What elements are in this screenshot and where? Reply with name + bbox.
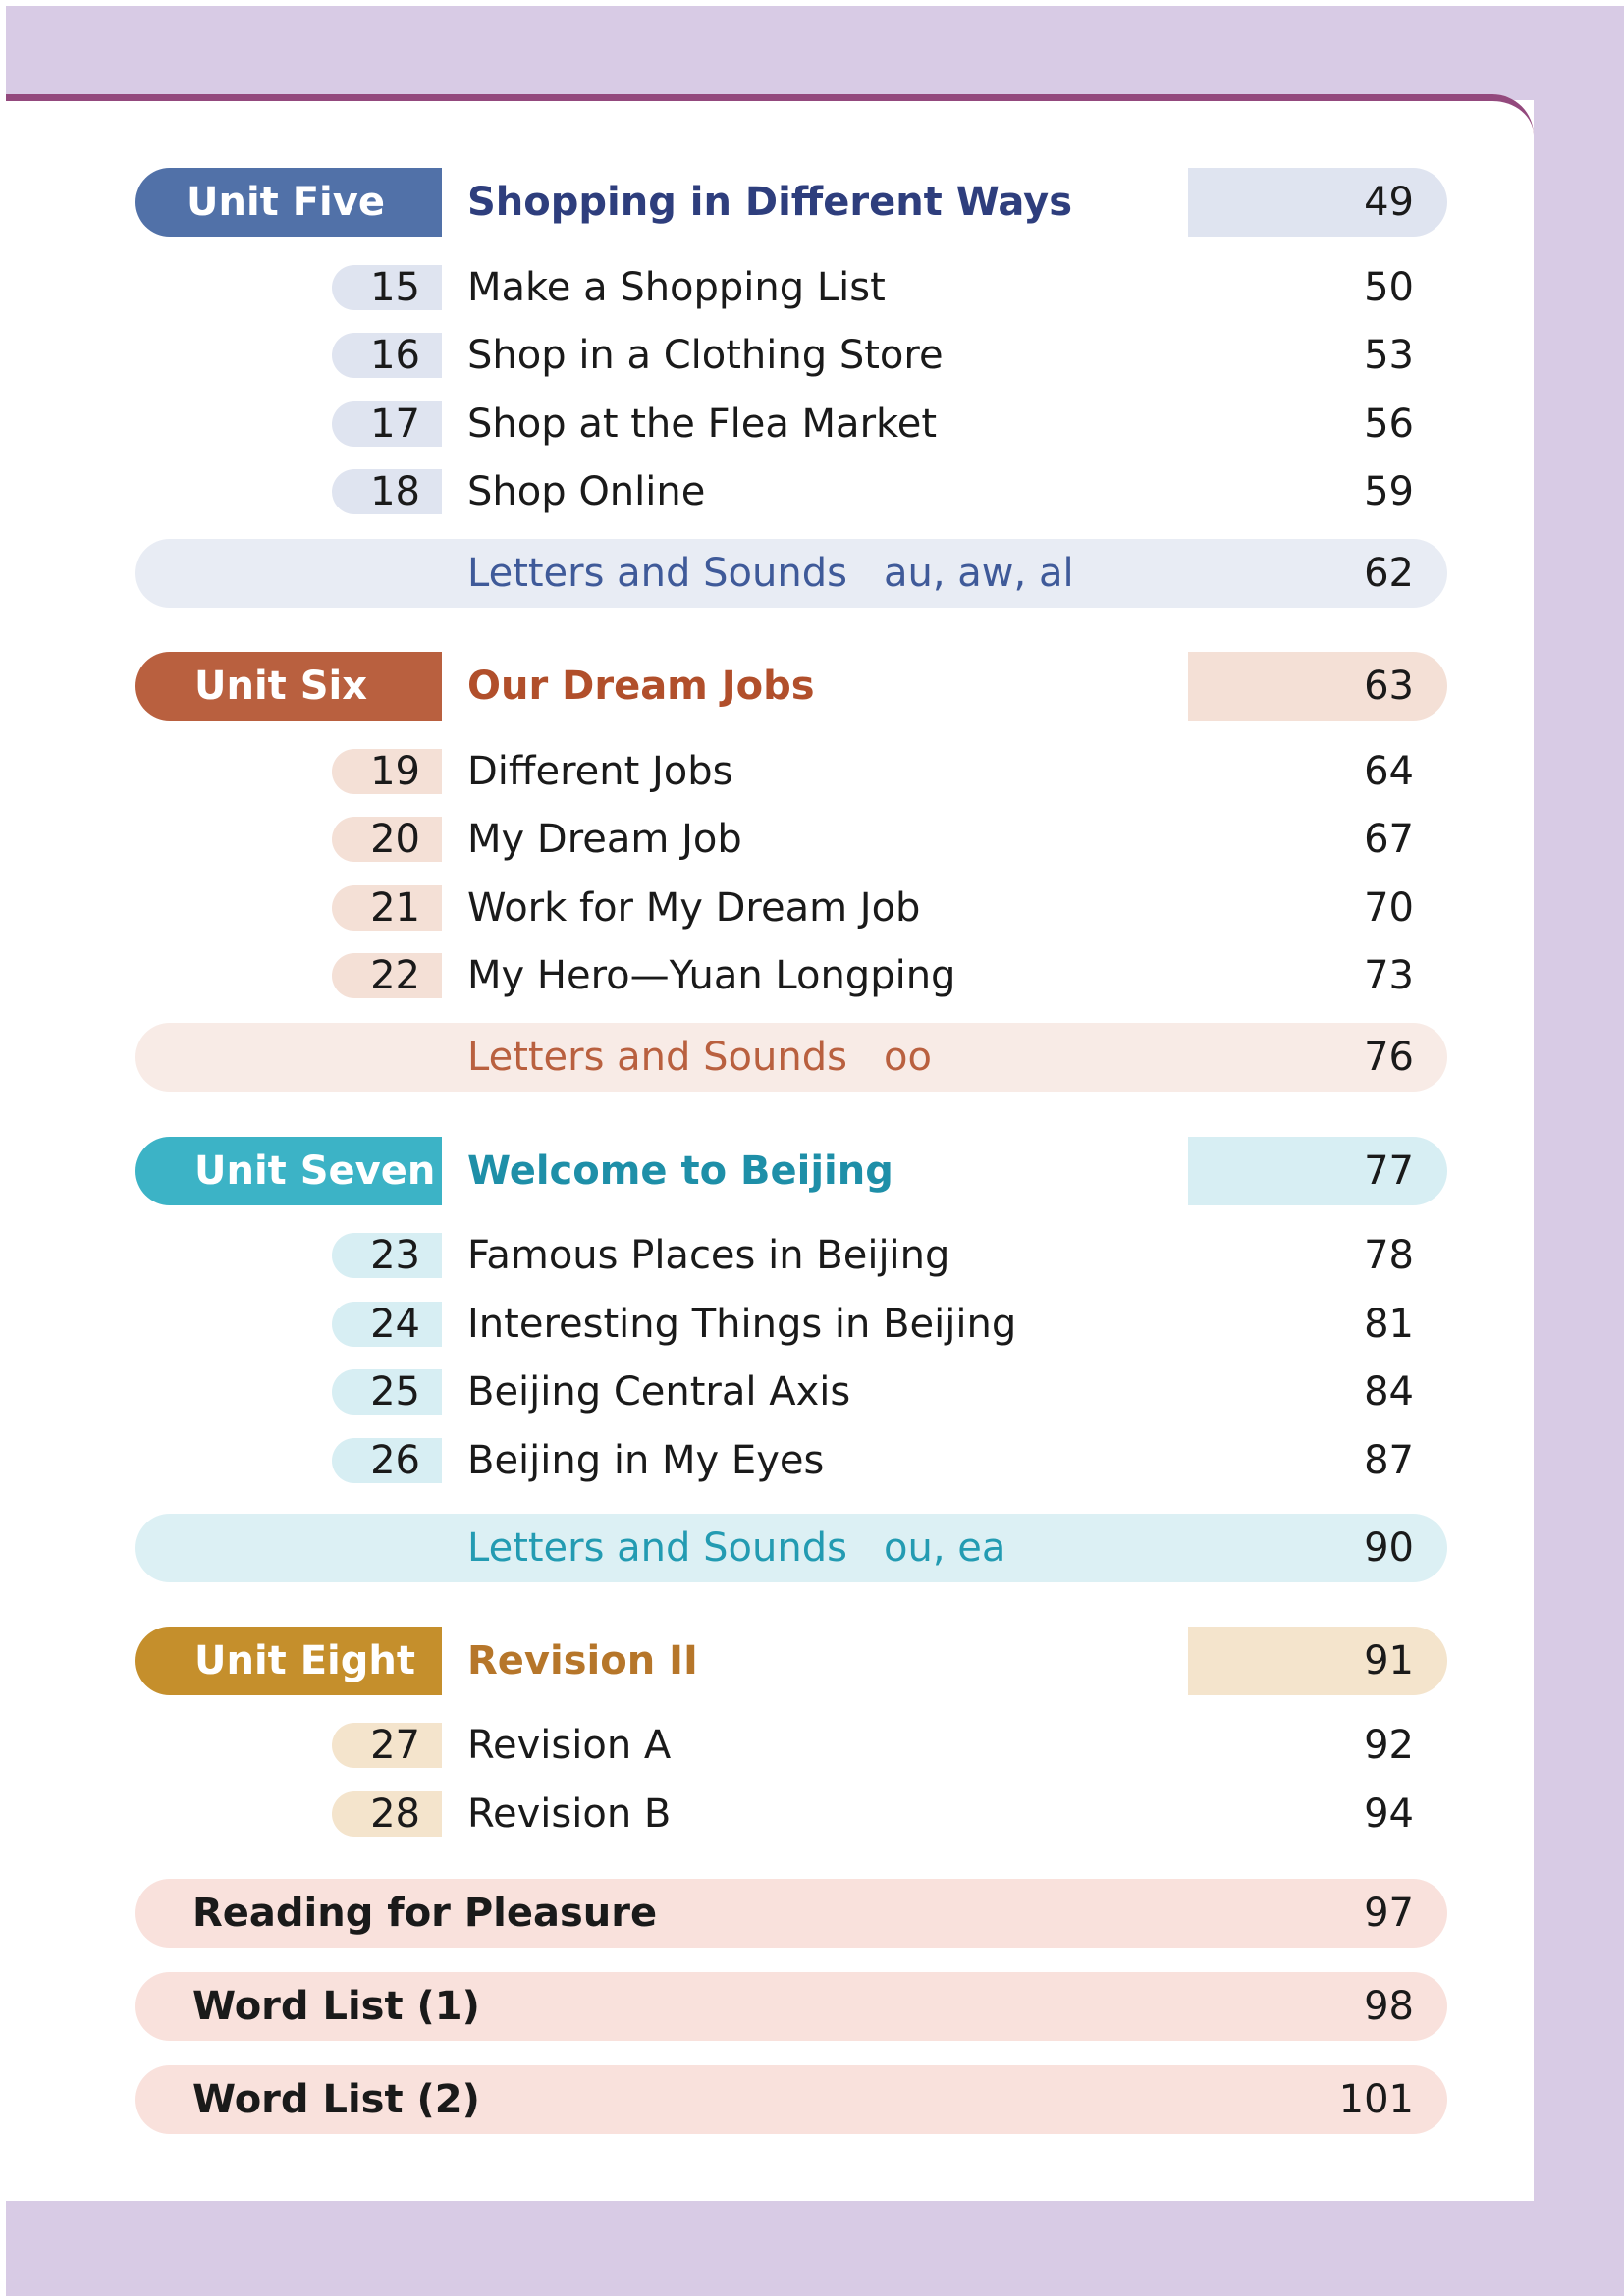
lesson-title: Shop at the Flea Market <box>467 401 938 447</box>
lesson-title: Interesting Things in Beijing <box>467 1302 1017 1347</box>
letters-and-sounds-page-number: 76 <box>1364 1035 1414 1080</box>
unit-title: Revision II <box>467 1638 698 1683</box>
lesson-number: 27 <box>332 1723 442 1768</box>
lesson-title: Work for My Dream Job <box>467 885 921 931</box>
unit-title: Our Dream Jobs <box>467 664 815 709</box>
lesson-number: 23 <box>332 1233 442 1278</box>
unit-page-number: 63 <box>1364 664 1414 709</box>
lesson-28[interactable] <box>135 1791 1447 1841</box>
letters-and-sounds-page-number: 90 <box>1364 1525 1414 1571</box>
letters-and-sounds-unit-seven[interactable] <box>135 1514 1447 1582</box>
word-list-2-row[interactable] <box>135 2065 1447 2134</box>
lesson-27[interactable] <box>135 1723 1447 1772</box>
lesson-page-number: 73 <box>1364 953 1414 998</box>
lesson-page-number: 64 <box>1364 749 1414 794</box>
frame-bottom <box>6 2201 1624 2296</box>
letters-and-sounds-label: Letters and Sounds <box>467 1525 847 1571</box>
lesson-title: My Dream Job <box>467 817 742 862</box>
lesson-title: My Hero—Yuan Longping <box>467 953 956 998</box>
lesson-number: 21 <box>332 885 442 931</box>
unit-page-number: 91 <box>1364 1638 1414 1683</box>
letters-and-sounds-unit-six[interactable] <box>135 1023 1447 1092</box>
lesson-page-number: 78 <box>1364 1233 1414 1278</box>
word-list-1-row[interactable] <box>135 1972 1447 2041</box>
lesson-title: Shop Online <box>467 469 706 514</box>
lesson-number: 19 <box>332 749 442 794</box>
frame-accent-line <box>6 94 1534 135</box>
unit-page-box <box>1188 1137 1447 1205</box>
letters-and-sounds-page-number: 62 <box>1364 551 1414 596</box>
lesson-16[interactable] <box>135 333 1447 382</box>
lesson-24[interactable] <box>135 1302 1447 1351</box>
unit-title: Shopping in Different Ways <box>467 180 1073 225</box>
lesson-number: 18 <box>332 469 442 514</box>
lesson-21[interactable] <box>135 885 1447 934</box>
unit-title: Welcome to Beijing <box>467 1148 893 1194</box>
letters-and-sounds-phonemes: oo <box>884 1035 932 1080</box>
lesson-number: 16 <box>332 333 442 378</box>
lesson-23[interactable] <box>135 1233 1447 1282</box>
lesson-number: 17 <box>332 401 442 447</box>
lesson-19[interactable] <box>135 749 1447 798</box>
unit-label: Unit Six <box>135 652 442 721</box>
lesson-page-number: 50 <box>1364 265 1414 310</box>
lesson-number: 15 <box>332 265 442 310</box>
lesson-page-number: 92 <box>1364 1723 1414 1768</box>
unit-eight-header[interactable] <box>135 1627 1447 1695</box>
unit-page-number: 49 <box>1364 180 1414 225</box>
lesson-page-number: 56 <box>1364 401 1414 447</box>
lesson-title: Revision A <box>467 1723 672 1768</box>
lesson-page-number: 53 <box>1364 333 1414 378</box>
lesson-page-number: 84 <box>1364 1369 1414 1415</box>
lesson-page-number: 70 <box>1364 885 1414 931</box>
lesson-page-number: 87 <box>1364 1438 1414 1483</box>
lesson-title: Shop in a Clothing Store <box>467 333 944 378</box>
lesson-title: Famous Places in Beijing <box>467 1233 950 1278</box>
extra-page-number: 98 <box>1364 1984 1414 2029</box>
lesson-number: 20 <box>332 817 442 862</box>
unit-label: Unit Seven <box>135 1137 442 1205</box>
unit-page-number: 77 <box>1364 1148 1414 1194</box>
lesson-number: 26 <box>332 1438 442 1483</box>
extra-label: Word List (1) <box>192 1984 480 2029</box>
unit-label: Unit Eight <box>135 1627 442 1695</box>
lesson-number: 22 <box>332 953 442 998</box>
lesson-number: 24 <box>332 1302 442 1347</box>
letters-and-sounds-phonemes: au, aw, al <box>884 551 1074 596</box>
lesson-title: Revision B <box>467 1791 672 1837</box>
extra-label: Word List (2) <box>192 2077 480 2122</box>
unit-six-header[interactable] <box>135 652 1447 721</box>
lesson-title: Beijing Central Axis <box>467 1369 851 1415</box>
extra-page-number: 101 <box>1338 2077 1414 2122</box>
reading-for-pleasure-row[interactable] <box>135 1879 1447 1948</box>
lesson-25[interactable] <box>135 1369 1447 1418</box>
unit-seven-header[interactable] <box>135 1137 1447 1205</box>
lesson-title: Beijing in My Eyes <box>467 1438 825 1483</box>
frame-right <box>1534 6 1624 2296</box>
frame-top <box>6 6 1624 100</box>
letters-and-sounds-label: Letters and Sounds <box>467 1035 847 1080</box>
lesson-22[interactable] <box>135 953 1447 1002</box>
lesson-page-number: 67 <box>1364 817 1414 862</box>
extra-page-number: 97 <box>1364 1891 1414 1936</box>
letters-and-sounds-unit-five[interactable] <box>135 539 1447 608</box>
lesson-17[interactable] <box>135 401 1447 451</box>
lesson-18[interactable] <box>135 469 1447 518</box>
lesson-number: 28 <box>332 1791 442 1837</box>
lesson-26[interactable] <box>135 1438 1447 1487</box>
unit-five-header[interactable] <box>135 168 1447 237</box>
lesson-15[interactable] <box>135 265 1447 314</box>
unit-label: Unit Five <box>135 168 442 237</box>
lesson-title: Make a Shopping List <box>467 265 886 310</box>
lesson-page-number: 59 <box>1364 469 1414 514</box>
letters-and-sounds-label: Letters and Sounds <box>467 551 847 596</box>
letters-and-sounds-phonemes: ou, ea <box>884 1525 1006 1571</box>
unit-page-box <box>1188 168 1447 237</box>
lesson-number: 25 <box>332 1369 442 1415</box>
unit-page-box <box>1188 1627 1447 1695</box>
lesson-page-number: 94 <box>1364 1791 1414 1837</box>
extra-label: Reading for Pleasure <box>192 1891 658 1936</box>
unit-page-box <box>1188 652 1447 721</box>
lesson-title: Different Jobs <box>467 749 733 794</box>
lesson-20[interactable] <box>135 817 1447 866</box>
lesson-page-number: 81 <box>1364 1302 1414 1347</box>
